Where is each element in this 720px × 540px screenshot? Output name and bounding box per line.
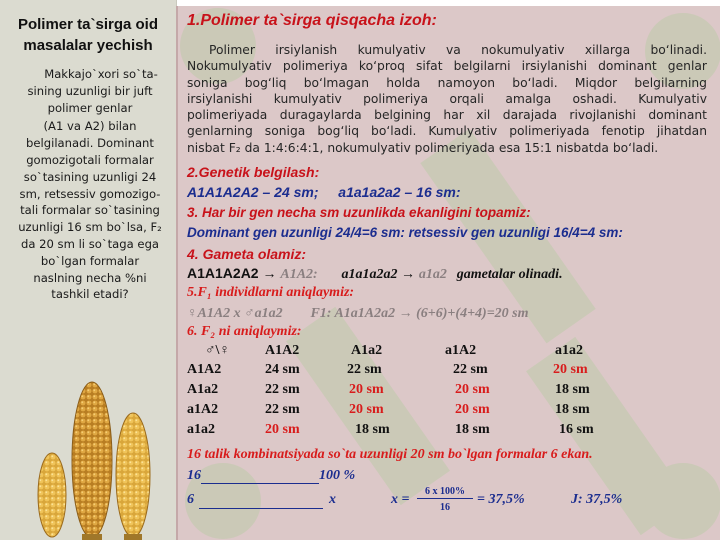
f1-cross: ♀A1A2 x ♂a1a2 xyxy=(187,306,283,321)
corn-cob-large xyxy=(72,382,112,538)
task-panel xyxy=(0,0,177,540)
paragraph-line: nisbat F₂ da 1:4:6:4:1, nokumulyativ polimeriyada esa 15:1 nisbatda bo‘ladi. xyxy=(187,140,659,155)
f1-line xyxy=(187,304,529,322)
section-heading-1: 1.Polimer ta`sirga qisqacha izoh: xyxy=(187,12,437,29)
section-heading-2: 2.Genetik belgilash: xyxy=(187,164,320,180)
genetic-notation xyxy=(187,184,461,200)
section-heading-3: 3. Har bir gen necha sm uzunlikda ekanligini topamiz: xyxy=(187,205,531,220)
task-line: da 20 sm li so`taga ega xyxy=(20,236,160,251)
gene-length-line: Dominant gen uzunligi 24/4=6 sm: retsessiv gen uzunligi 16/4=4 sm: xyxy=(187,225,623,240)
punnett-col-header: a1A2 xyxy=(445,343,477,358)
punnett-cell: 18 sm xyxy=(555,402,590,417)
section-1-paragraph xyxy=(187,42,707,156)
corn-cobs-image xyxy=(20,340,160,540)
task-title xyxy=(6,14,170,56)
recessive-notation: a1a1a2a2 – 16 sm: xyxy=(338,184,461,200)
punnett-cell: 22 sm xyxy=(453,362,488,377)
punnett-grid xyxy=(187,343,715,443)
paragraph-line: Nokumulyativ polimeriya ko‘proq sifat belgilarni irsiylanishi dominant genlar xyxy=(187,59,707,74)
punnett-row-header: a1a2 xyxy=(187,422,215,437)
punnett-cell: 24 sm xyxy=(265,362,300,377)
task-line: naslning necha %ni xyxy=(33,270,147,285)
punnett-col-header: a1a2 xyxy=(555,343,583,358)
proportion-unknown: x xyxy=(329,492,336,507)
conclusion-line: 16 talik kombinatsiyada so`ta uzunligi 20 sm bo`lgan formalar 6 ekan. xyxy=(187,447,593,462)
formula-numerator: 6 x 100% xyxy=(417,485,473,499)
gamete-dominant-parent: A1A1A2A2 → xyxy=(187,265,277,281)
task-description xyxy=(8,66,172,303)
formula-x: x = xyxy=(391,492,410,507)
final-answer: J: 37,5% xyxy=(571,492,623,507)
task-line: tashkil etadi? xyxy=(51,287,129,302)
gamete-dominant: A1A2: xyxy=(280,267,318,282)
punnett-row-header: A1a2 xyxy=(187,382,219,397)
gamete-suffix: gametalar olinadi. xyxy=(456,267,563,282)
f1-result: F1: A1a1A2a2 → (6+6)+(4+4)=20 sm xyxy=(310,306,529,321)
punnett-cell: 22 sm xyxy=(265,402,300,417)
punnett-cell: 20 sm xyxy=(349,402,384,417)
punnett-cell: 22 sm xyxy=(347,362,382,377)
task-line: Makkajo`xori so`ta- xyxy=(44,67,158,81)
paragraph-line: polimeriyada duragaylarda belgining har xil darajada rivojlanishi dominant xyxy=(187,108,707,123)
task-line: belgilanadi. Dominant xyxy=(26,136,154,151)
task-line: sm, retsessiv gomozigo- xyxy=(19,186,161,201)
punnett-cell: 20 sm xyxy=(455,382,490,397)
punnett-col-header: A1A2 xyxy=(265,343,300,358)
punnett-cell: 20 sm xyxy=(553,362,588,377)
punnett-col-header: A1a2 xyxy=(351,343,383,358)
task-title-line: masalalar yechish xyxy=(23,37,153,54)
paragraph-line: genlarning soniga bog‘liq bo‘ladi. Kumulyativ polimeriyada fenotip jihatdan xyxy=(187,124,707,139)
paragraph-line: Polimer irsiylanish kumulyativ va nokumulyativ xillarga bo‘linadi. xyxy=(209,43,707,57)
punnett-cell: 16 sm xyxy=(559,422,594,437)
paragraph-line: soniga bog‘liq bo‘lmagan holda namoyon bo‘ladi. Miqdor belgilarning xyxy=(187,75,707,90)
gamete-line xyxy=(187,265,563,283)
punnett-cell: 18 sm xyxy=(555,382,590,397)
task-line: gomozigotali formalar xyxy=(26,152,154,167)
punnett-corner: ♂\♀ xyxy=(205,343,230,358)
proportion-total: 16 xyxy=(187,468,201,483)
punnett-cell: 22 sm xyxy=(265,382,300,397)
task-line: (A1 va A2) bilan xyxy=(43,119,137,134)
punnett-cell: 20 sm xyxy=(265,422,300,437)
task-line: tali formalar so`tasining xyxy=(20,203,160,218)
task-line: uzunligi 16 sm bo`lsa, F₂ xyxy=(18,220,162,235)
section-heading-6: 6. F₂ ni aniqlaymiz: xyxy=(187,324,302,339)
proportion-row-2 xyxy=(187,486,715,522)
punnett-cell: 18 sm xyxy=(455,422,490,437)
task-line: sining uzunligi bir juft xyxy=(27,83,153,98)
paragraph-line: irsiylanishi kumulyativ polimeriya orqali amalga oshadi. Kumulyativ xyxy=(187,91,707,106)
gamete-recessive-parent: a1a1a2a2 → xyxy=(341,267,415,282)
solution-panel xyxy=(176,6,720,540)
formula-denominator: 16 xyxy=(440,502,450,513)
punnett-cell: 18 sm xyxy=(355,422,390,437)
gamete-recessive: a1a2 xyxy=(418,267,447,282)
punnett-row-header: a1A2 xyxy=(187,402,219,417)
punnett-cell: 20 sm xyxy=(349,382,384,397)
formula-result: = 37,5% xyxy=(477,492,525,507)
proportion-row-1 xyxy=(187,468,355,484)
section-heading-5: 5.F₁ individlarni aniqlaymiz: xyxy=(187,285,355,300)
task-line: bo`lgan formalar xyxy=(40,253,140,268)
task-line: polimer genlar xyxy=(47,100,133,115)
corn-cob-small xyxy=(38,453,66,537)
punnett-cell: 20 sm xyxy=(455,402,490,417)
task-title-line: Polimer ta`sirga oid xyxy=(17,16,159,33)
proportion-count: 6 xyxy=(187,492,194,507)
corn-cob-medium xyxy=(116,413,150,537)
task-line: so`tasining uzunligi 24 xyxy=(23,169,157,184)
section-heading-4: 4. Gameta olamiz: xyxy=(187,246,307,262)
dominant-notation: A1A1A2A2 – 24 sm; xyxy=(187,184,319,200)
punnett-row-header: A1A2 xyxy=(187,362,222,377)
proportion-percent: 100 % xyxy=(319,468,356,483)
